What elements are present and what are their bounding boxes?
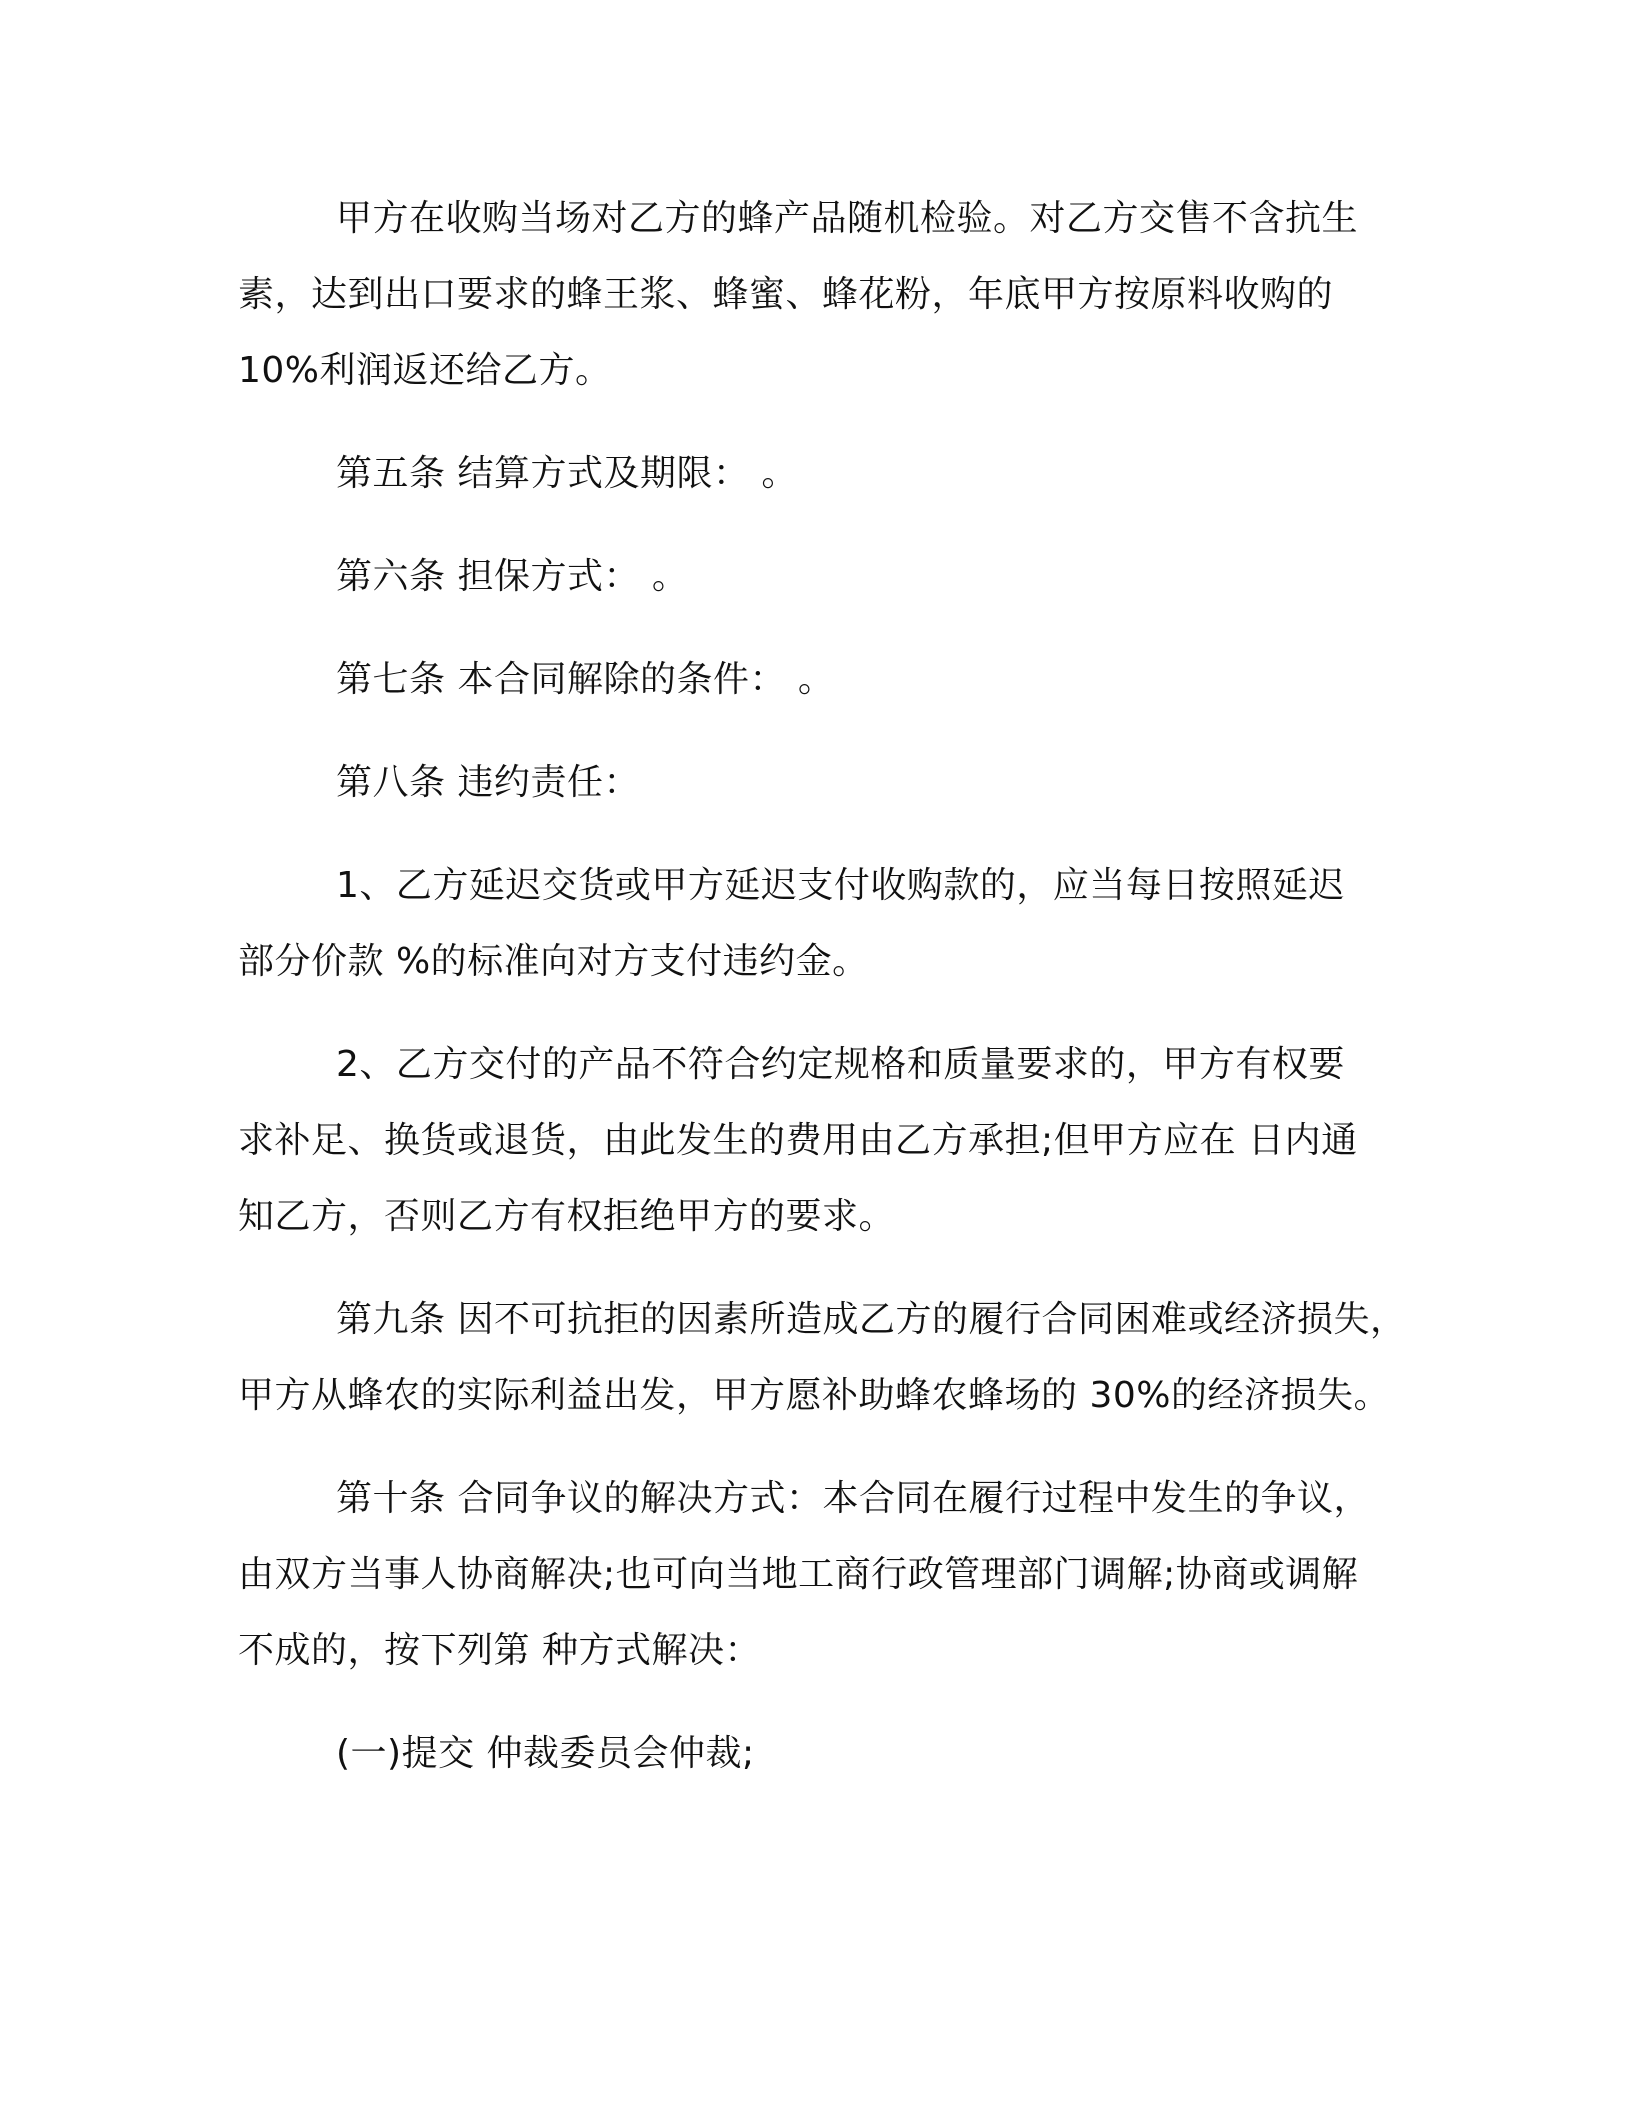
text-line: 甲方在收购当场对乙方的蜂产品随机检验。对乙方交售不含抗生 (336, 198, 1359, 239)
text-line: 素，达到出口要求的蜂王浆、蜂蜜、蜂花粉，年底甲方按原料收购的 (238, 274, 1334, 315)
text-line: 求补足、换货或退货，由此发生的费用由乙方承担;但甲方应在 日内通 (238, 1120, 1358, 1161)
article-8-line: 第八条 违约责任： (336, 762, 640, 803)
text-line: 由双方当事人协商解决;也可向当地工商行政管理部门调解;协商或调解 (238, 1554, 1359, 1595)
article-5-line: 第五条 结算方式及期限： 。 (336, 453, 798, 494)
article-10-line: 第十条 合同争议的解决方式：本合同在履行过程中发生的争议， (336, 1478, 1370, 1519)
text-line: (一)提交 仲裁委员会仲裁; (336, 1733, 755, 1774)
text-line: 10%利润返还给乙方。 (238, 350, 612, 391)
article-7-line: 第七条 本合同解除的条件： 。 (336, 659, 835, 700)
text-line: 不成的，按下列第 种方式解决： (238, 1630, 761, 1671)
text-line: 甲方从蜂农的实际利益出发，甲方愿补助蜂农蜂场的 30%的经济损失。 (238, 1375, 1390, 1416)
text-line: 2、乙方交付的产品不符合约定规格和质量要求的，甲方有权要 (336, 1044, 1345, 1085)
article-6-line: 第六条 担保方式： 。 (336, 556, 689, 597)
text-line: 部分价款 %的标准向对方支付违约金。 (238, 941, 869, 982)
text-line: 1、乙方延迟交货或甲方延迟支付收购款的，应当每日按照延迟 (336, 865, 1345, 906)
text-line: 知乙方，否则乙方有权拒绝甲方的要求。 (238, 1196, 896, 1237)
article-9-line: 第九条 因不可抗拒的因素所造成乙方的履行合同困难或经济损失， (336, 1299, 1407, 1340)
